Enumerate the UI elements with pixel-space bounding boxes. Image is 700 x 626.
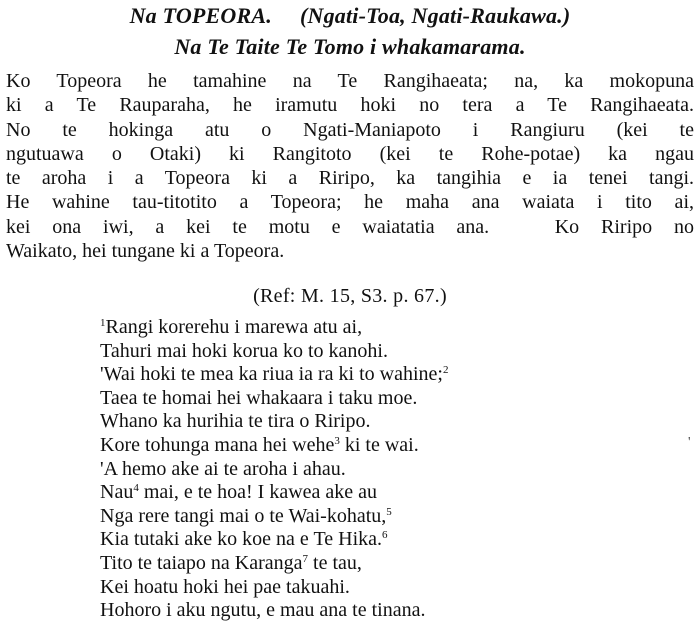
intro-line: kei ona iwi, a kei te motu e waiatatia ana. Ko Riripo no — [6, 215, 694, 238]
reference-citation: (Ref: M. 15, S3. p. 67.) — [253, 285, 447, 307]
footnote-marker: 5 — [386, 505, 392, 518]
intro-line: Waikato, hei tungane ki a Topeora. — [6, 240, 285, 263]
intro-line: No te hokinga atu o Ngati-Maniapoto i Rangiuru (kei te — [6, 118, 694, 141]
poem-line: Whano ka hurihia te tira o Riripo. — [100, 410, 371, 433]
intro-paragraph — [6, 69, 694, 263]
poem-line: 'A hemo ake ai te aroha i ahau. — [100, 457, 346, 480]
footnote-marker: 3 — [334, 434, 340, 447]
intro-line: He wahine tau-titotito a Topeora; he maha ana waiata i tito ai, — [6, 191, 694, 214]
footnote-marker: 7 — [302, 552, 309, 565]
title-name: Na TOPEORA. — [129, 3, 272, 28]
footnote-marker: 6 — [382, 529, 388, 542]
poem-line: Tahuri mai hoki korua ko to kanohi. — [100, 339, 388, 362]
document-subtitle: Na Te Taite Te Tomo i whakamarama. — [174, 34, 526, 59]
poem-line: 'Wai hoki te mea ka riua ia ra ki to wahine;$^2$ — [100, 363, 449, 386]
poem-line: Nau$^4$ mai, e te hoa! I kawea ake au — [100, 481, 378, 504]
poem-line: Kia tutaki ake ko koe na e Te Hika.$^6$ — [100, 528, 388, 551]
poem-line: Taea te homai hei whakaara i taku moe. — [100, 386, 418, 409]
poem-line: $^1$Rangi korerehu i marewa atu ai, — [100, 316, 363, 338]
poem-verse — [100, 316, 690, 623]
intro-line: te aroha i a Topeora ki a Riripo, ka tangihia e ia tenei tangi. — [6, 167, 694, 190]
poem-line: Hohoro i aku ngutu, e mau ana te tinana. — [100, 599, 426, 622]
intro-line: Ko Topeora he tamahine na Te Rangihaeata; na, ka mokopuna — [6, 70, 694, 92]
footnote-marker: 2 — [442, 364, 449, 377]
poem-line: Nga rere tangi mai o te Wai-kohatu,$^5$ — [100, 504, 392, 527]
intro-line: ngutuawa o Otaki) ki Rangitoto (kei te Rohe-potae) ka ngau — [6, 142, 694, 165]
title-tribes: (Ngati-Toa, Ngati-Raukawa.) — [299, 3, 571, 28]
footnote-marker: 1 — [100, 317, 106, 329]
footnote-marker: 4 — [133, 482, 139, 495]
scan-speck: ' — [688, 435, 691, 450]
intro-line: ki a Te Rauparaha, he iramutu hoki no tera a Te Rangihaeata. — [6, 94, 694, 117]
poem-line: Kore tohunga mana hei wehe$^3$ ki te wai. — [100, 433, 419, 456]
poem-line: Tito te taiapo na Karanga$^7$ te tau, — [100, 551, 362, 574]
poem-line: Kei hoatu hoki hei pae takuahi. — [100, 575, 350, 598]
document-title — [0, 2, 700, 30]
